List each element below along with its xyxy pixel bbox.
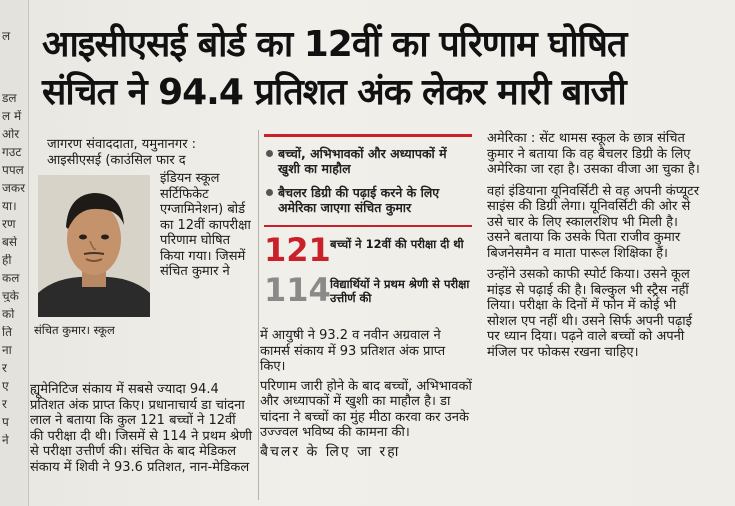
article-column-2 <box>260 328 472 464</box>
adjacent-column-fragment <box>0 0 29 506</box>
margin-fragment: पपल <box>2 164 24 176</box>
photo-caption: संचित कुमार। स्कूल <box>34 323 115 337</box>
headline-line-1: आइसीएसई बोर्ड का 12वीं का परिणाम घोषित <box>42 24 627 65</box>
margin-fragment: डल <box>2 92 17 104</box>
margin-fragment: ल <box>2 30 11 42</box>
margin-fragment: ति <box>2 326 12 338</box>
margin-fragment: रण <box>2 218 16 230</box>
stat-students-appeared <box>264 233 472 267</box>
highlight-bullet: बैचलर डिग्री की पढ़ाई करने के लिए अमेरिका जाएगा संचित कुमार <box>264 185 472 215</box>
column-divider <box>258 130 259 500</box>
paragraph: अमेरिका : सेंट थामस स्कूल के छात्र संचित कुमार ने बताया कि वह बैचलर डिग्री के लिए अमेरिका जा रहा है। उसका वीजा आ चुका है। <box>487 131 700 177</box>
paragraph: परिणाम जारी होने के बाद बच्चों, अभिभावकों और अध्यापकों में खुशी का माहौल है। डा चांदना ने बच्चों का मुंह मीठा करवा कर उनके उज्ज्वल भविष्य की कामना की। <box>260 378 472 440</box>
article-column-3 <box>487 131 702 366</box>
margin-fragment: को <box>2 308 15 320</box>
margin-fragment: ओर <box>2 128 20 140</box>
margin-fragment: प <box>2 416 9 428</box>
paragraph: उन्होंने उसको काफी स्पोर्ट किया। उसने कूल मांइड से पढ़ाई की है। बिल्कुल भी स्ट्रैस नहीं लिया। परीक्षा के दिनों में फोन में कोई भी सोशल एप नहीं थी। उसने सिर्फ अपनी पढ़ाई पर ध्यान दिया। पढ़ने वाले बच्चों को अपनी मंजिल पर फोकस रखना चाहिए। <box>487 267 693 360</box>
student-photo <box>38 175 150 317</box>
margin-fragment: कल <box>2 272 20 284</box>
article-side-text: इंडियन स्कूल सर्टिफिकेट एग्जामिनेशन) बोर्ड का 12वीं कापरीक्षा परिणाम घोषित किया गया। जिसमें संचित कुमार ने <box>160 171 251 279</box>
highlight-bullet: बच्चों, अभिभावकों और अध्यापकों में खुशी का माहौल <box>264 146 472 176</box>
stat-label: बच्चों ने 12वीं की परीक्षा दी थी <box>330 237 464 251</box>
article-column-1-body: ह्यूमेनिटिज संकाय में सबसे ज्यादा 94.4 प्रतिशत अंक प्राप्त किए। प्रधानाचार्य डा चांदना लाल ने बताया कि कुल 121 बच्चों ने 12वीं की परीक्षा दी थी। जिसमें से 114 ने प्रथम श्रेणी से परीक्षा उत्तीर्ण की। संचित के बाद मेडिकल संकाय में शिवी ने 93.6 प्रतिशत, नान-मेडिकल <box>30 382 253 475</box>
subheading: बैचलर के लिए जा रहा <box>260 443 401 460</box>
stats-rule <box>264 225 472 227</box>
headline-line-2: संचित ने 94.4 प्रतिशत अंक लेकर मारी बाजी <box>42 72 626 113</box>
stat-number: 114 <box>264 271 331 309</box>
margin-fragment: ही <box>2 254 12 266</box>
highlights-box <box>264 134 472 307</box>
stat-label: विद्यार्थियों ने प्रथम श्रेणी से परीक्षा उत्तीर्ण की <box>330 277 470 305</box>
margin-fragment: चुके <box>2 290 19 302</box>
margin-fragment: र <box>2 362 7 374</box>
article-intro: जागरण संवाददाता, यमुनानगर : आइसीएसई (काउंसिल फार द <box>47 137 197 168</box>
margin-fragment: बसे <box>2 236 17 248</box>
margin-fragment: ना <box>2 344 12 356</box>
paragraph: वहां इंडियाना यूनिवर्सिटी से वह अपनी कंप्यूटर साइंस की डिग्री लेगा। यूनिवर्सिटी की ओर से उसे चार के लिए स्कालरशिप भी मिली है। उसने बताया कि उसके पिता राजीव कुमार बिजनेसमैन व माता पारूल शिक्षिका हैं। <box>487 183 700 261</box>
stat-number: 121 <box>264 231 331 269</box>
margin-fragment: ए <box>2 380 9 392</box>
margin-fragment: र <box>2 398 7 410</box>
margin-fragment: ने <box>2 434 9 446</box>
margin-fragment: जकर <box>2 182 26 194</box>
student-portrait-icon <box>38 175 150 317</box>
margin-fragment: ल में <box>2 110 22 122</box>
highlights-top-rule <box>264 134 472 137</box>
margin-fragment: गउट <box>2 146 22 158</box>
paragraph: में आयुषी ने 93.2 व नवीन अग्रवाल ने कामर्स संकाय में 93 प्रतिशत अंक प्राप्त किए। <box>260 328 446 374</box>
stat-first-division <box>264 273 472 307</box>
margin-fragment: या। <box>2 200 17 212</box>
